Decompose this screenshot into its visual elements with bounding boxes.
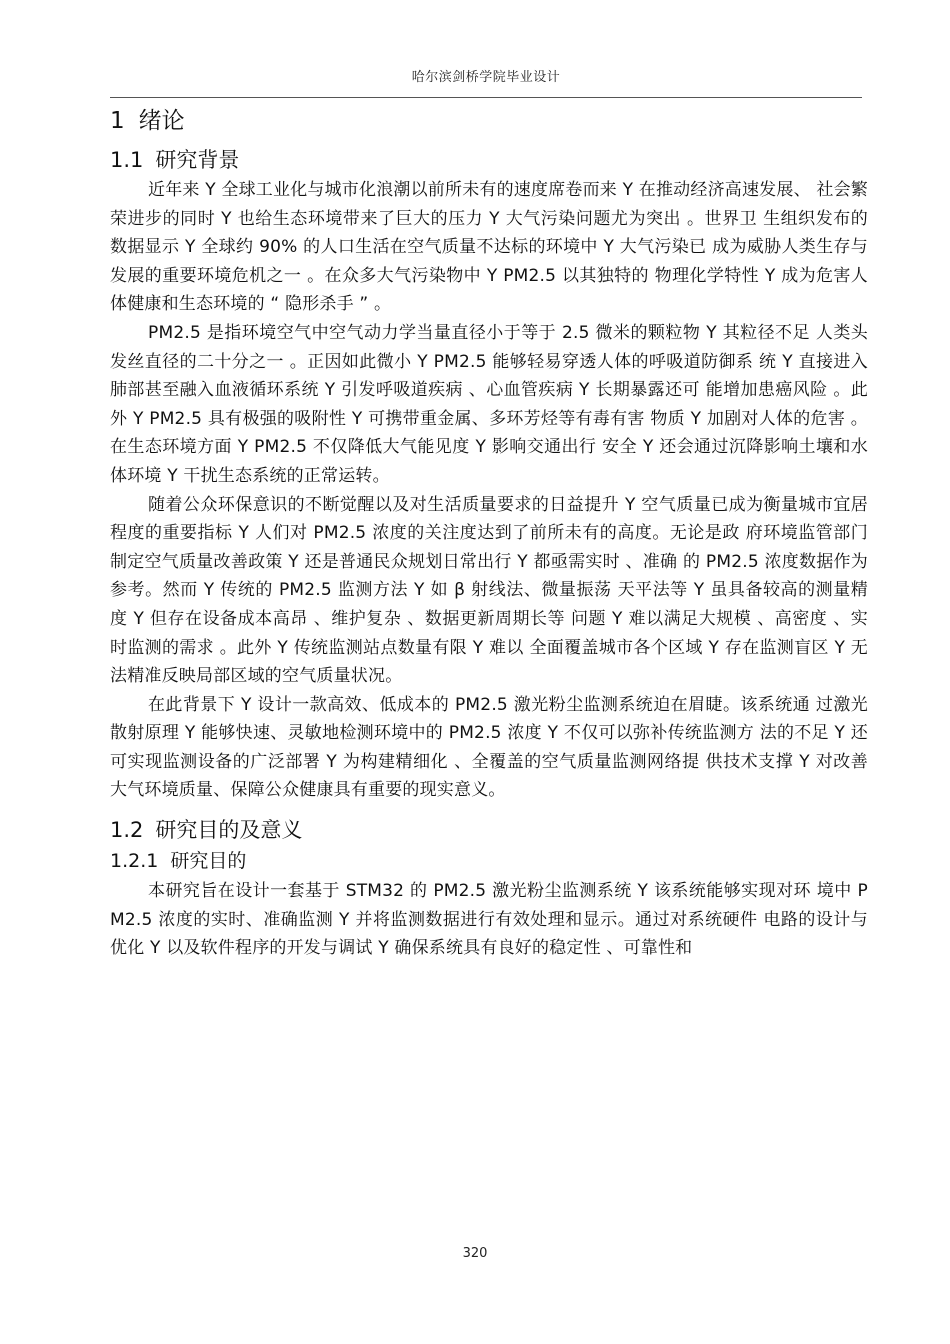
chapter-heading: [110, 107, 868, 135]
body-paragraph: PM2.5 是指环境空气中空气动力学当量直径小于等于 2.5 微米的颗粒物 Y 其粒径不足 人类头发丝直径的二十分之一 。正因如此微小 Y PM2.5 能够轻易穿透人体的呼吸道防御系 统 Y 直接进入肺部甚至融入血液循环系统 Y 引发呼吸道疾病 、心血管疾病 Y 长期暴露还可 能增加患癌风险 。此外 Y PM2.5 具有极强的吸附性 Y 可携带重金属、多环芳烃等有毒有害 物质 Y 加剧对人体的危害 。在生态环境方面 Y PM2.5 不仅降低大气能见度 Y 影响交通出行 安全 Y 还会通过沉降影响土壤和水体环境 Y 干扰生态系统的正常运转。: [110, 322, 868, 486]
section-title: 研究背景: [155, 148, 240, 172]
header-rule: [110, 97, 862, 98]
subsection-number: 1.2.1: [110, 850, 159, 873]
chapter-number: 1: [110, 108, 125, 134]
section-title: 研究目的及意义: [155, 818, 303, 843]
chapter-title: 绪论: [138, 108, 185, 134]
body-paragraph: 在此背景下 Y 设计一款高效、低成本的 PM2.5 激光粉尘监测系统迫在眉睫。该系统通 过激光散射原理 Y 能够快速、灵敏地检测环境中的 PM2.5 浓度 Y 不仅可以弥补传统监测方 法的不足 Y 还可实现监测设备的广泛部署 Y 为构建精细化 、全覆盖的空气质量监测网络提 供技术支撑 Y 对改善大气环境质量、保障公众健康具有重要的现实意义。: [110, 694, 868, 801]
section-heading-1-1: [110, 147, 868, 173]
body-paragraph: 本研究旨在设计一套基于 STM32 的 PM2.5 激光粉尘监测系统 Y 该系统能够实现对环 境中 PM2.5 浓度的实时、准确监测 Y 并将监测数据进行有效处理和显示。通过对系统硬件 电路的设计与优化 Y 以及软件程序的开发与调试 Y 确保系统具有良好的稳定性 、可靠性和: [110, 881, 868, 959]
section-heading-1-2: [110, 817, 868, 843]
subsection-title: 研究目的: [170, 850, 247, 873]
page-number: 320: [462, 1246, 488, 1261]
page-content: [110, 100, 868, 963]
page-header: 哈尔滨剑桥学院毕业设计: [411, 70, 561, 85]
subsection-heading-1-2-1: [110, 849, 868, 873]
section-number: 1.2: [110, 818, 144, 843]
body-paragraph: 随着公众环保意识的不断觉醒以及对生活质量要求的日益提升 Y 空气质量已成为衡量城市宜居程度的重要指标 Y 人们对 PM2.5 浓度的关注度达到了前所未有的高度。无论是政 府环境监管部门制定空气质量改善政策 Y 还是普通民众规划日常出行 Y 都亟需实时 、准确 的 PM2.5 浓度数据作为参考。然而 Y 传统的 PM2.5 监测方法 Y 如 β 射线法、微量振荡 天平法等 Y 虽具备较高的测量精度 Y 但存在设备成本高昂 、维护复杂 、数据更新周期长等 问题 Y 难以满足大规模 、高密度 、实时监测的需求 。此外 Y 传统监测站点数量有限 Y 难以 全面覆盖城市各个区域 Y 存在监测盲区 Y 无法精准反映局部区域的空气质量状况。: [110, 494, 868, 687]
section-number: 1.1: [110, 148, 144, 172]
body-paragraph: 近年来 Y 全球工业化与城市化浪潮以前所未有的速度席卷而来 Y 在推动经济高速发展、 社会繁荣进步的同时 Y 也给生态环境带来了巨大的压力 Y 大气污染问题尤为突出 。世界卫 生组织发布的数据显示 Y 全球约 90% 的人口生活在空气质量不达标的环境中 Y 大气污染已 成为威胁人类生存与发展的重要环境危机之一 。在众多大气污染物中 Y PM2.5 以其独特的 物理化学特性 Y 成为危害人体健康和生态环境的 “ 隐形杀手 ” 。: [110, 180, 868, 315]
